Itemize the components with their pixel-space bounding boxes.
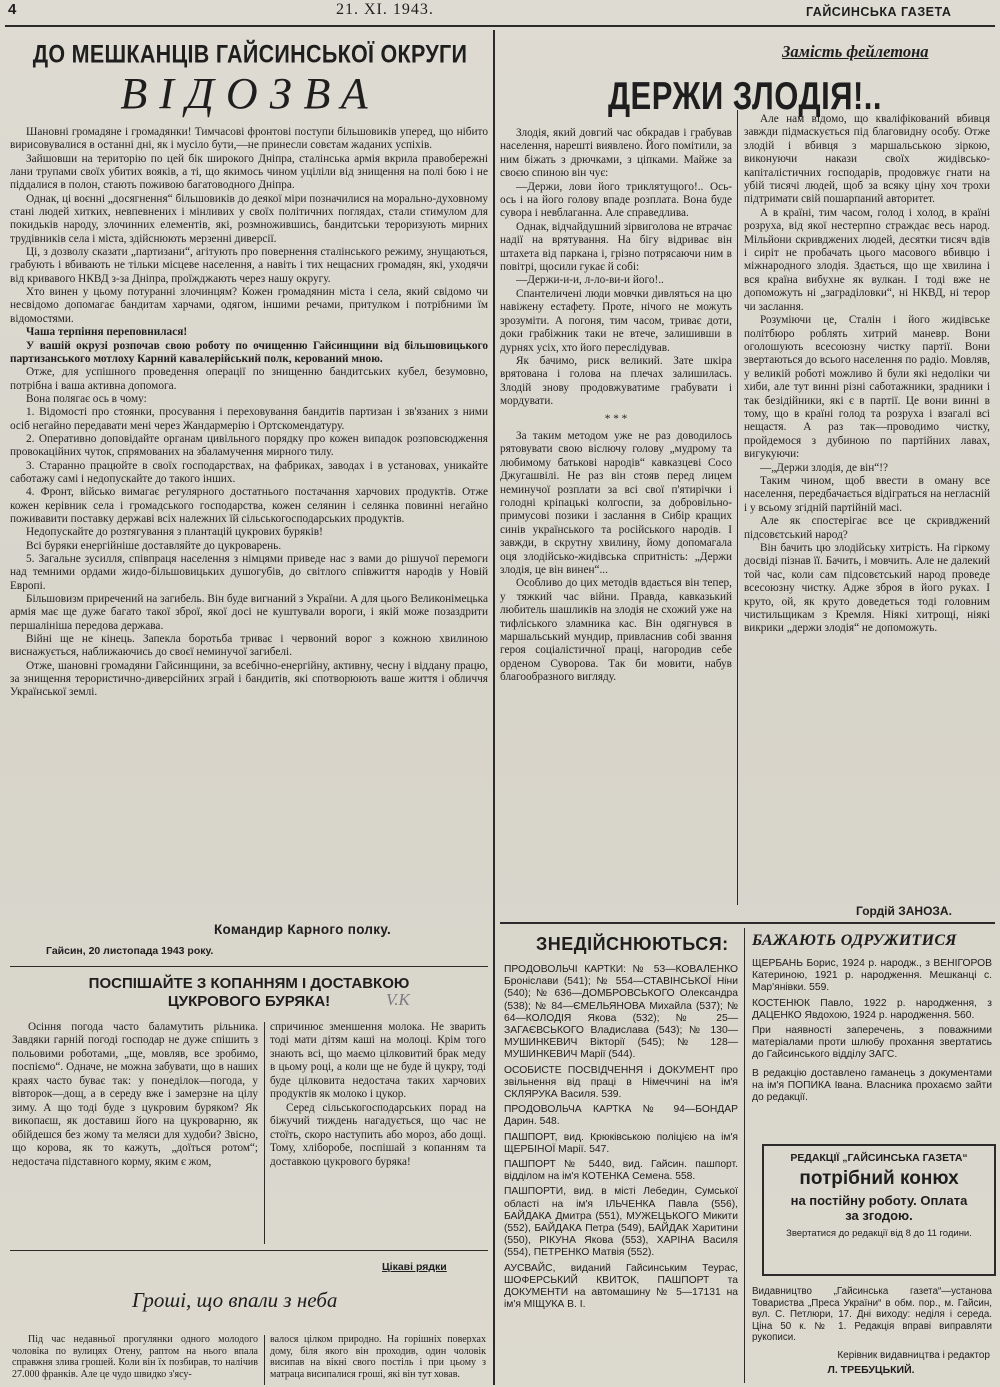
annulled-item: ПРОДОВОЛЬЧІ КАРТКИ: № 53—КОВАЛЕНКО Броніслави (541); № 554—СТАВІНСЬКОЇ Ніни (540); № 636—ДОМБРОВСЬКОГО Олександра (538); № 84—ЄМЕЛЬЯНОВА Михайла (537); № 64—КОЛОДІЯ Якова (532); № 25—ЗАГАЄВСЬКОГО Владислава (543); № 130—МУШИНКЕВИЧ Вікторії (545); № 128—МУШИНКЕВИЧ Марії (544). [504, 964, 738, 1061]
appeal-paragraph: Ці, з дозволу сказати „партизани“, агітують про повернення сталінського режиму, знущаються, грабують і вбивають не тільки місцеве населення, а навіть і тих нещасних громадян, які, уходячи від кривавого НКВД з-за Дніпра, проїжджають через нашу округу. [10, 246, 488, 285]
feuilleton-paragraph: Таким чином, щоб ввести в оману все населення, передбачається відіграться на негласній і у всьому згідній партійній масі. [744, 474, 990, 514]
annulled-list [504, 964, 738, 1314]
job-ad-box [762, 1144, 996, 1276]
feuilleton-paragraph: Але як спостерігає все це скривджений підсовєтський народ? [744, 515, 990, 541]
feuilleton-title: ДЕРЖИ ЗЛОДІЯ!.. [607, 74, 883, 118]
appeal-paragraph: Хто винен у цьому потуранні злочинцям? Кожен громадянин міста і села, який свідомо чи несвідомо допомагає бандитам харчами, одягом, іншими речами, притулком і потрібними їм відомостями. [10, 286, 488, 325]
appeal-title: ВІДОЗВА [120, 69, 380, 118]
annulled-title: ЗНЕДІЙСНЮЮТЬСЯ: [536, 934, 729, 954]
curious-rubric: Цікаві рядки [382, 1261, 447, 1273]
feuilleton-paragraph: Як бачимо, риск великий. Зате шкіра врятована і голова на плечах залишилась. Злодій знову продовжуватиме грабувати і мордувати. [500, 354, 732, 408]
appeal-paragraph: Війні ще не кінець. Запекла боротьба триває і червоний ворог з кожною хвилиною виснажується, наближаючись до своєї неминучої загибелі. [10, 633, 488, 659]
appeal-paragraph: Шановні громадяне і громадянки! Тимчасові фронтові поступи більшовиків уперед, що нібито вирисовувалися в останні дні, як і мусіло бути,—не принесли совєтам жаданих успіхів. [10, 126, 488, 152]
feuilleton-paragraph: Однак, відчайдушний зірвиголова не втрачає надії на врятування. На бігу відриває він штахета від паркана і, грізно потрясаючи ним в повітрі, щосили гукає й собі: [500, 220, 732, 274]
section-rule [10, 1250, 488, 1251]
appeal-body [10, 126, 488, 700]
appeal-paragraph: Недопускайте до розтягування з плантацій цукрових буряків! [26, 526, 323, 539]
feuilleton-paragraph: За таким методом уже не раз доводилось рятовувати свою віслючу голову „мудрому та любимому батькові народів“ кавказцеві Сосо Джугашвілі. Не раз він стояв перед лицем неминучої розплати за всі свої п'ятирічки і голодні кріпацькі колгоспи, за добровільно-примусові позики і заслання в Сибір кращих синів українського та російського народів. І завжди, в скрутну хвилину, йому допомагала оця злодійсько-жидівська спритність: „Держи злодія, це він винен“... [500, 429, 732, 576]
appeal-paragraph: 5. Загальне зусилля, співпраця населення з німцями приведе нас з вами до рішучої перемоги над темними ордами жидо-більшовицьких душогубів, до світлого співжиття народів у Новій Европі. [10, 553, 488, 592]
imprint-editor-label: Керівник видавництва і редактор [837, 1350, 990, 1361]
section-rule [500, 922, 995, 924]
annulled-item: ОСОБИСТЕ ПОСВІДЧЕННЯ і ДОКУМЕНТ про звільнення від праці в Німеччині на ім'я СКЛЯРУКА Василя. 539. [504, 1064, 738, 1101]
feuilleton-paragraph: —„Держи злодія, де він“!? [760, 461, 889, 474]
curious-left-text [12, 1334, 258, 1380]
job-ad-line: на постійну роботу. Оплата [790, 1193, 968, 1208]
column-divider-beets [264, 1022, 265, 1244]
feuilleton-paragraph: Спантеличені люди мовчки дивляться на цю навіжену естафету. Проте, нічого не можуть зрозуміти. А погоня, тим часом, триває доти, доки грабіжник таки не втече, залишивши в дурнях усіх, хто його переслідував. [500, 287, 732, 354]
section-rule [10, 966, 488, 967]
imprint-publisher: Видавництво „Гайсинська газета“—установа Товариства „Преса України“ в обм. пор., м. Гайсин, вул. С. Петлюри, 17. Дні виходу: неділя і середа. Ціна 50 к. № 1. Редакція вправі виправляти рукописи. [752, 1286, 992, 1343]
appeal-paragraph: 1. Відомості про стоянки, просування і переховування бандитів партизан і зв'язаних з ними осіб негайно передавати мені через Жандармерію і Ортскомендатуру. [10, 406, 488, 432]
appeal-place-date: Гайсин, 20 листопада 1943 року. [46, 945, 214, 957]
feuilleton-subheading: Замість фейлетона [782, 42, 929, 61]
beets-paragraph: Серед сільськогосподарських порад на біжучий тиждень нагадується, що час не стоїть, скоро наступить або мороз, або дощі. Тому, хліборобе, поспішай з копанням та доставкою цукрового буряка! [270, 1101, 486, 1168]
imprint-editor-name: Л. ТРЕБУЦЬКИЙ. [827, 1364, 915, 1376]
beets-paragraph: спричинює зменшення молока. Не зварить тоді мати дітям каші на молоці. Крім того знають всі, що маємо цілковитий брак меду в цьому році, а коли ще не буде й цукру, тоді буде цілковита недостача таких харчових продуктів як молоко і цукор. [270, 1021, 486, 1101]
annulled-item: ПРОДОВОЛЬЧА КАРТКА № 94—БОНДАР Дарин. 548. [504, 1104, 738, 1128]
feuilleton-author: Гордій ЗАНОЗА. [856, 904, 952, 918]
beets-paragraph: Осіння погода часто баламутить рільника. Завдяки гарній погоді господар не дуже спішить з польовими роботами, „ще, мовляв, все зробимо, поспіємо“. Одначе, не можна забувати, що в наших краях часто буває так: у понеділок—погода, у вівторок—дощ, а в середу вже і замерзне на цілу зиму. А що тоді буде з цукровим буряком? Як викопаєш, як доставиш його на цукроварню, як обійдешся без жому та меляси для худоби? Звісно, що корова, як то кажуть, „доїться ротом“; недостача підставного корму, яким є жом, [12, 1021, 258, 1168]
appeal-paragraph: 2. Оперативно доповідайте органам цивільного порядку про кожен випадок розповсюдження провокаційних чуток, спрямованих на збаламучення мирного тилу. [10, 432, 488, 459]
appeal-paragraph: Зайшовши на територію по цей бік широкого Дніпра, сталінська армія вкрила правобережні лани трупами своїх убитих вояків, а ті, що якимось чином уціліли від знищення на полі бою і не піддалися в полон, стають поживою багатоводного Дніпра. [10, 152, 488, 192]
feuilleton-paragraph: —Держи-и-и, л-ло-ви-и його!.. [516, 274, 664, 287]
appeal-paragraph: Всі буряки енергійніше доставляйте до цукроварень. [26, 539, 282, 552]
feuilleton-paragraph: Але нам відомо, що кваліфікований вбивця завжди підмаскується під благовидну особу. Отже злодій і вбивця з маршальською зіркою, виконуючи накази своїх жидівсько-капіталістичних господарів, продовжує гнати на убій тисячі людей, щоб за всяку ціну хоч трохи підтримати свій пошарпаний авторитет. [744, 113, 990, 206]
annulled-item: ПАШПОРТ № 5440, вид. Гайсин. пашпорт. відділом на ім'я КОТЕНКА Семена. 558. [504, 1159, 738, 1183]
curious-paragraph: Під час недавньої прогулянки одного молодого чоловіка по вулицях Отену, раптом на нього впала справжня злива грошей. Коли він їх позбирав, то налічив 27.000 франків. Але це чудо швидко з'ясу- [12, 1334, 258, 1380]
annulled-item: ПАШПОРТ, вид. Крюківською поліцією на ім'я ЩЕРБІНОЇ Марії. 547. [504, 1131, 738, 1155]
job-ad-title: потрібний конюх [799, 1168, 959, 1189]
job-ad-header: РЕДАКЦІЇ „ГАЙСИНСЬКА ГАЗЕТА“ [790, 1152, 968, 1164]
beets-title [10, 975, 488, 1011]
feuilleton-paragraph: —Держи, лови його триклятущого!.. Ось-ось і на його голову впаде розплата. Вона буде сувора і невблаганна. Але справедлива. [500, 180, 732, 220]
page-number: 4 [8, 1, 17, 18]
paper-name: ГАЙСИНСЬКА ГАЗЕТА [806, 5, 952, 19]
appeal-paragraph: Отже, шановні громадяни Гайсинщини, за всебічно-енергійну, активну, чесну і віддану працю, за знищення терористично-диверсійних зграй і бандитів, які спотворюють ваше життя і обличчя Української землі. [10, 659, 488, 699]
curious-paragraph: валося цілком природно. На горішніх поверхах дому, біля якого він проходив, один чоловік висипав на вікні свого постіль і при цьому з матраца висипалися гроші, які він тут ховав. [270, 1334, 486, 1380]
feuilleton-separator: * * * [604, 412, 628, 425]
feuilleton-paragraph: Особливо до цих методів вдається він тепер, у тяжкий час війни. Правда, кавказький любитель шашликів на злодія не схожий уже на тифліського зламника кас. Він одягнувся в маршальський мундир, привласнив собі звання героя соціалістичної праці, нагородив себе орденом Суворова. Так би мовити, набув благообразного вигляду. [500, 577, 732, 684]
appeal-paragraph: 4. Фронт, військо вимагає регулярного достатнього постачання харчових продуктів. Отже кожен керівник села і громадського господарства, кожен селянин і селянка повинні негайно поживавити поставку державі всіх належних їй сільськогосподарських продуктів. [10, 486, 488, 525]
beets-title-line: ПОСПІШАЙТЕ З КОПАННЯМ І ДОСТАВКОЮ [88, 975, 410, 992]
beets-title-line: ЦУКРОВОГО БУРЯКА! [167, 993, 331, 1010]
feuilleton-column-2 [744, 113, 990, 636]
appeal-paragraph: Більшовизм приречений на загибель. Він буде вигнаний з України. А для цього Великонімецька армія має ще дуже багато такої зброї, якої досі не куштували вороги, і якій може позаздрити першалініша передова держава. [10, 593, 488, 632]
appeal-heading: ДО МЕШКАНЦІВ ГАЙСИНСЬКОЇ ОКРУГИ [32, 40, 468, 69]
appeal-paragraph: У вашій окрузі розпочав свою роботу по очищенню Гайсинщини від більшовицького партизанського мотлоху Карний кавалерійський полк, керований мною. [10, 339, 488, 365]
job-ad-line: за згодою. [845, 1208, 913, 1223]
column-divider-main [493, 30, 495, 1385]
issue-date: 21. XI. 1943. [336, 1, 434, 18]
appeal-paragraph: Однак, ці воєнні „досягнення“ більшовиків до деякої міри позначилися на морально-духовному стані людей хитких, невпевнених і мінливих у своїх політичних поглядах, стали стимулом для покидьків народу, злочинних елементів, які, розмножившись, бандитськи тероризують мирних трудівників села і міста, здійснюють мерзенні диверсії. [10, 192, 488, 245]
annulled-item: ПАШПОРТИ, вид. в місті Лебедин, Сумської області на ім'я ІЛЬЧЕНКА Павла (556), БАЙДАКА Дмитра (551), МУЖЕЦЬКОГО Микити (552), БАЙДАКА Петра (549), БАЙДАК Харитини (550), РІКУНА Якова (553), ХАРІНА Василя (554), ПЕТРЕНКО Матвія (552). [504, 1186, 738, 1259]
feuilleton-paragraph: Розуміючи це, Сталін і його жидівське політбюро роблять хитрий маневр. Вони оголошують всесоюзну чистку партії. Вони звертаються до всього населення по радіо. Мовляв, у великій роботі можливо й були які недоліки чи хиби, але тут винні різні саботажники, зрадники і так безідійники, які є в партії. Це вони винні в тому, що в країні голод та розруха і взагалі всі нещастя. А раз так—проводимо чистку, пройдемося з дубиною по партійних лавах, вигукуючи: [744, 314, 990, 461]
appeal-paragraph: 3. Старанно працюйте в своїх господарствах, на фабриках, заводах і в установах, уникайте саботажу самі і недопускайте до такого інших. [10, 459, 488, 485]
feuilleton-paragraph: Злодія, який довгий час обкрадав і грабував населення, нарешті виявлено. Його помітили, за ним біжать з дрючками, з ціпками. Майже за своєю спиною він чує: [500, 127, 732, 180]
appeal-paragraph: Вона полягає ось в чому: [26, 392, 147, 405]
feuilleton-paragraph: Він бачить цю злодійську хитрість. На гіркому досвіді пізнав її. Бачить, і мовчить. Але не далекий той час, коли сам підсовєтський народ проведе всесоюзну чистку. Адже зброя в його руках. І круто, ой, як круто доведеться тоді головним чистильщикам з Кремля. Ніякі хитрощі, ніякі викрики „держи злодія“ не допоможуть. [744, 542, 990, 635]
marriage-item: В редакцію доставлено гаманець з документами на ім'я ПОПИКА Івана. Власника прохаємо зайти до редакції. [752, 1067, 992, 1104]
curious-title: Гроші, що впали з неба [132, 1288, 338, 1312]
job-ad-footer: Звертатися до редакції від 8 до 11 години. [786, 1228, 972, 1239]
handwritten-mark: V.K [386, 990, 410, 1009]
feuilleton-column-1 [500, 127, 732, 685]
marriage-list [752, 958, 992, 1107]
marriage-item: КОСТЕНЮК Павло, 1922 р. народження, з ДАЦЕНКО Явдохою, 1924 р. народження. 560. [752, 997, 992, 1021]
appeal-paragraph: Отже, для успішного проведення операції по знищенню бандитських кубел, безумовно, потрібна і ваша активна допомога. [10, 366, 488, 392]
marriage-item: ЩЕРБАНЬ Борис, 1924 р. народж., з ВЕНІГОРОВ Катериною, 1921 р. народження. Мешканці с. Мар'янівки. 559. [752, 958, 992, 994]
curious-right-text [270, 1334, 486, 1380]
feuilleton-paragraph: А в країні, тим часом, голод і холод, в країні розруха, від якої нестерпно страждає весь народ. Мільйони скривджених людей, десятки тисяч вдів і сиріт не пробачать цього масового вбивцю і міжнародного злодія. Здається, що ще хвилина і вся країна вибухне як вулкан. І тоді вже не допоможуть ні „заграділовки“, ні НКВД, ні терор чи заслання. [744, 206, 990, 313]
beets-right-text [270, 1021, 486, 1169]
header-rule [5, 25, 995, 27]
marriage-title: БАЖАЮТЬ ОДРУЖИТИСЯ [752, 932, 957, 949]
column-divider-ads [744, 928, 745, 1383]
appeal-paragraph: Чаша терпіння переповнилася! [26, 326, 188, 339]
beets-left-text [12, 1021, 258, 1169]
annulled-item: АУСВАЙС, виданий Гайсинським Теурас, ШОФЕРСЬКИЙ КВИТОК, ПАШПОРТ та ДОКУМЕНТИ на автомашину № 5—17131 на ім'я МІЩУКА В. І. [504, 1262, 738, 1311]
appeal-signature: Командир Карного полку. [214, 922, 392, 937]
marriage-item: При наявності заперечень, з поважними матеріалами проти шлюбу прохання звертатись до Гайсинського відділу ЗАГС. [752, 1025, 992, 1061]
column-divider-feuilleton [737, 110, 738, 905]
column-divider-curious [264, 1335, 265, 1385]
